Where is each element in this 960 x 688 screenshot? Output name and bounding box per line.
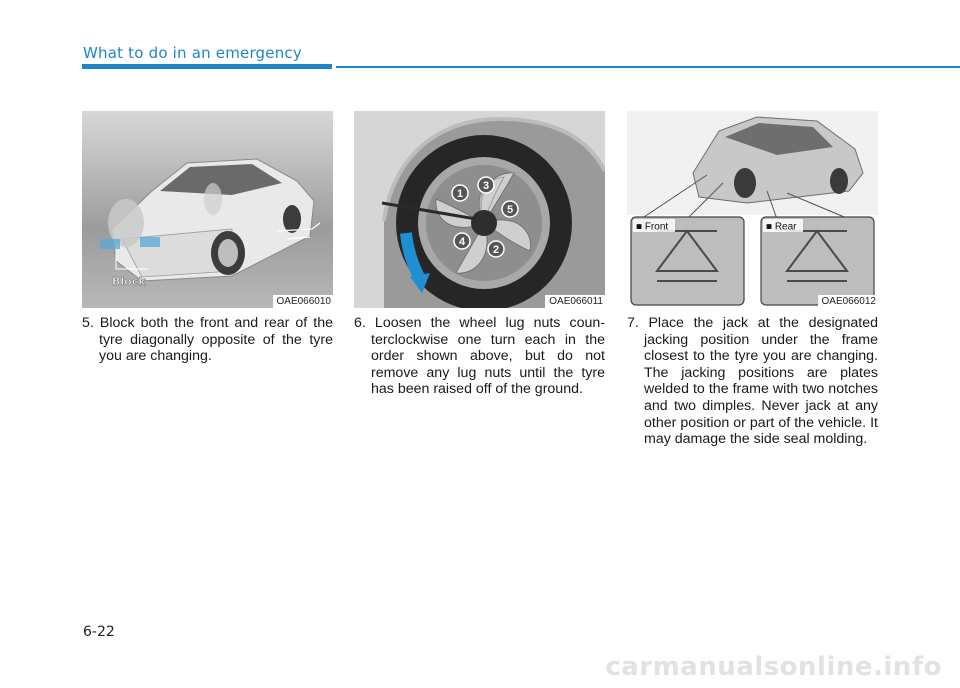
- wheel-illustration: [354, 111, 605, 308]
- figure-block-wheels: [82, 111, 333, 308]
- step-6-text: 6. Loosen the wheel lug nuts counterclockwise one turn each in the order shown above, but do not remove any lug nuts until the tyre has been raised off of the ground.: [354, 315, 605, 398]
- page-number: 6-22: [83, 624, 115, 640]
- section-title: What to do in an emergency: [83, 44, 302, 62]
- figure-code: OAE066010: [273, 295, 334, 308]
- figure-lug-nut-order: [354, 111, 605, 308]
- lug-nut-number: 5: [506, 204, 514, 216]
- inset-rear-label: ■ Rear: [766, 221, 797, 233]
- block-callout-label: Block: [112, 275, 146, 288]
- lug-nut-number: 2: [492, 244, 500, 256]
- header-rule-thick: [82, 64, 332, 69]
- inset-front-label: ■ Front: [636, 221, 669, 233]
- lug-nut-number: 4: [458, 236, 466, 248]
- figure-code: OAE066011: [545, 295, 605, 308]
- figure-jacking-positions: [627, 111, 878, 308]
- lug-nut-number: 1: [456, 188, 464, 200]
- step-7-text: 7. Place the jack at the designated jacking position under the frame closest to the tyre you are changing. The jacking positions are plates welded to the frame with two notches and two dimples. Never jack at any other position or part of the vehicle. It may damage the side seal molding.: [627, 315, 878, 448]
- lug-nut-number: 3: [482, 180, 490, 192]
- header-rule-thin: [336, 66, 960, 68]
- step-5-text: 5. Block both the front and rear of the tyre diagonally opposite of the tyre you are changing.: [82, 315, 333, 365]
- figure-code: OAE066012: [818, 295, 879, 308]
- jack-illustration: [627, 111, 878, 308]
- watermark: carmanualsonline.info: [605, 652, 942, 682]
- car-block-illustration: [82, 111, 333, 308]
